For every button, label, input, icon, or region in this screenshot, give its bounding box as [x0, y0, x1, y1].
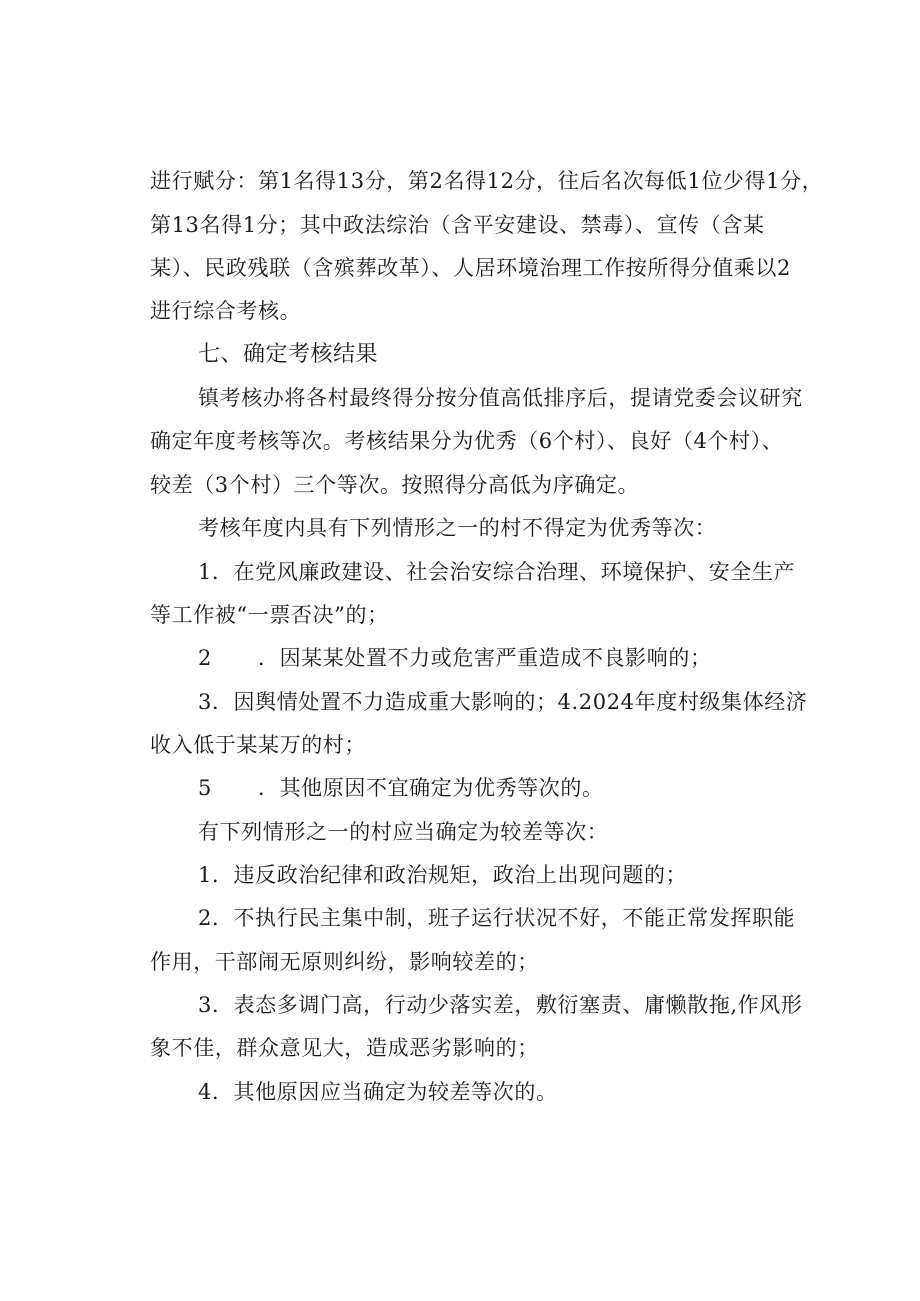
section-heading: 七、确定考核结果 — [198, 342, 379, 367]
list-item-line: 4．其他原因应当确定为较差等次的。 — [198, 1080, 558, 1104]
paragraph-line: 某）、民政残联（含殡葬改革）、人居环境治理工作按所得分值乘以2 — [150, 256, 791, 280]
paragraph-line: 考核年度内具有下列情形之一的村不得定为优秀等次： — [198, 516, 717, 540]
list-item-text: ．因某某处置不力或危害严重造成不良影响的； — [257, 646, 712, 670]
list-item-line: 作用，干部闹无原则纠纷，影响较差的； — [150, 950, 539, 974]
paragraph-line: 镇考核办将各村最终得分按分值高低排序后，提请党委会议研究 — [198, 386, 803, 410]
paragraph-line: 较差（3个村）三个等次。按照得分高低为序确定。 — [150, 473, 640, 497]
list-item-text: ．其他原因不宜确定为优秀等次的。 — [257, 776, 604, 800]
list-item-line: 3．因舆情处置不力造成重大影响的；4.2024年度村级集体经济 — [198, 690, 808, 714]
paragraph-line: 进行赋分：第1名得13分，第2名得12分，往后名次每低1位少得1分， — [150, 169, 824, 193]
list-item-line: 等工作被“一票否决”的； — [150, 603, 389, 627]
paragraph-line: 确定年度考核等次。考核结果分为优秀（6个村）、良好（4个村）、 — [150, 429, 784, 453]
paragraph-line: 有下列情形之一的村应当确定为较差等次： — [198, 820, 609, 844]
list-item-line: 1．违反政治纪律和政治规矩，政治上出现问题的； — [198, 863, 688, 887]
list-item-line: 2．不执行民主集中制，班子运行状况不好，不能正常发挥职能 — [198, 906, 796, 930]
paragraph-line: 进行综合考核。 — [150, 299, 302, 323]
list-item — [198, 643, 858, 673]
list-item-line: 象不佳，群众意见大，造成恶劣影响的； — [150, 1036, 539, 1060]
list-item-line: 收入低于某某万的村； — [150, 733, 366, 757]
list-item-line: 1．在党风廉政建设、社会治安综合治理、环境保护、安全生产 — [198, 560, 796, 584]
list-item — [198, 773, 858, 803]
list-item-number: 2 — [198, 646, 212, 670]
list-item-number: 5 — [198, 776, 212, 800]
paragraph-line: 第13名得1分；其中政法综治（含平安建设、禁毒）、宣传（含某 — [150, 213, 765, 237]
list-item-line: 3．表态多调门高，行动少落实差，敷衍塞责、庸懒散拖,作风形 — [198, 993, 803, 1017]
